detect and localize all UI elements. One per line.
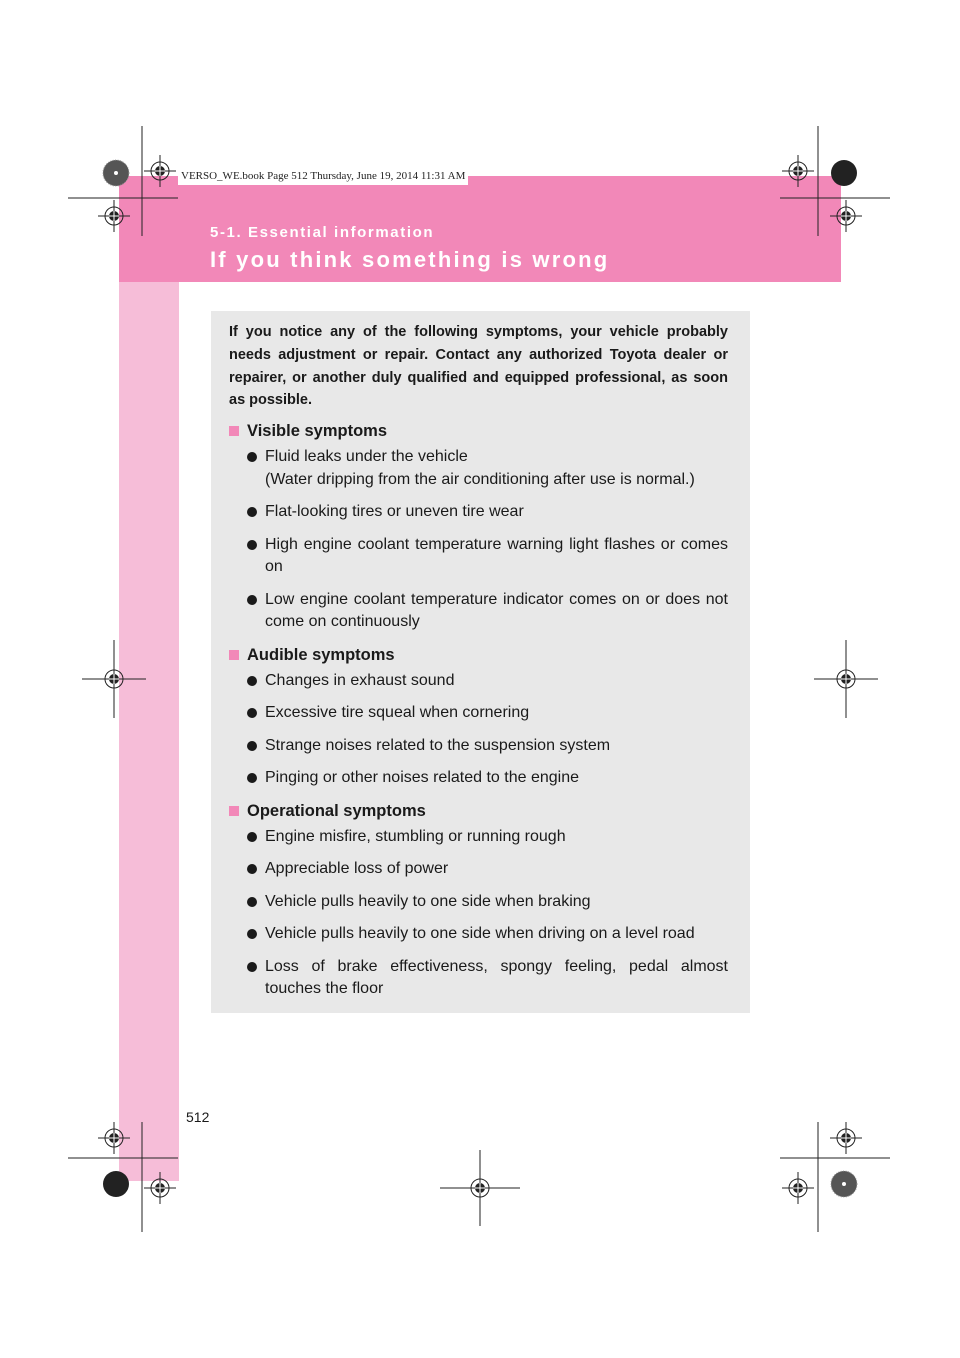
item-text: Excessive tire squeal when cornering [265,704,530,722]
registration-target-icon [440,1150,520,1226]
registration-target-icon [144,155,176,187]
section-label: 5-1. Essential information [210,224,435,241]
item-text: Appreciable loss of power [265,860,449,878]
item-text: Pinging or other noises related to the engine [265,769,579,787]
registration-target-icon [782,1172,814,1204]
group-title-text: Audible symptoms [247,645,395,664]
starburst-mark-icon [102,1170,130,1198]
starburst-mark-icon [830,1170,858,1198]
registration-target-icon [830,200,862,232]
registration-target-icon [814,640,878,718]
item-text: Vehicle pulls heavily to one side when braking [265,892,591,910]
intro-paragraph: If you notice any of the following symptoms, your vehicle probably needs adjustment or repair. Contact any authorized Toyota dealer or repairer, or another duly qualified and equipped professional, as soon as possible. [229,324,728,409]
starburst-mark-icon [830,159,858,187]
group-title-text: Visible symptoms [247,422,388,441]
registration-target-icon [98,200,130,232]
item-text: High engine coolant temperature warning light flashes or comes on [265,535,728,576]
item-text: Flat-looking tires or uneven tire wear [265,503,524,521]
item-text: Vehicle pulls heavily to one side when driving on a level road [265,925,695,943]
registration-target-icon [782,155,814,187]
registration-target-icon [830,1122,862,1154]
page-number: 512 [186,1109,210,1125]
registration-target-icon [144,1172,176,1204]
item-text: Strange noises related to the suspension system [265,736,611,754]
registration-target-icon [82,640,146,718]
registration-target-icon [98,1122,130,1154]
book-stamp: VERSO_WE.book Page 512 Thursday, June 19, 2014 11:31 AM [178,167,468,185]
item-text: Loss of brake effectiveness, spongy feeling, pedal almost touches the floor [265,957,728,998]
page-title: If you think something is wrong [210,247,610,272]
item-text: Changes in exhaust sound [265,671,455,689]
item-text: Low engine coolant temperature indicator comes on or does not come on continuously [265,590,728,631]
item-text: Fluid leaks under the vehicle (Water dripping from the air conditioning after use is normal.) [265,448,695,488]
starburst-mark-icon [102,159,130,187]
group-title-text: Operational symptoms [247,801,426,820]
item-text: Engine misfire, stumbling or running rough [265,827,566,845]
